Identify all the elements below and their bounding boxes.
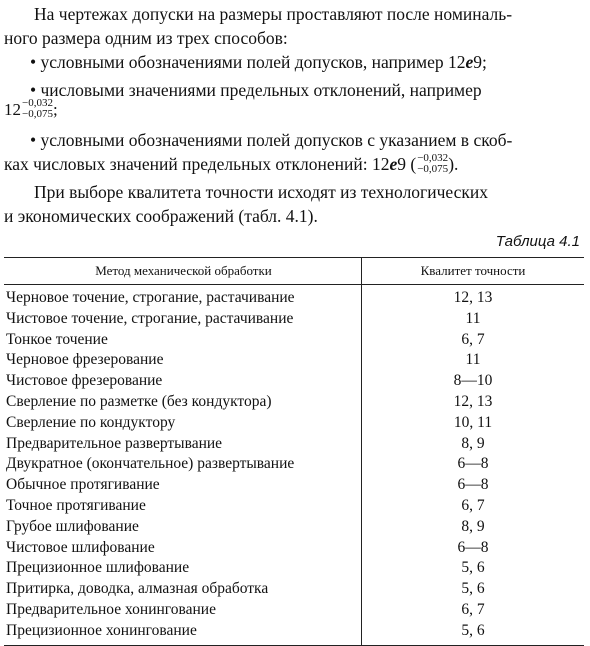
method-cell: Чистовое фрезерование	[6, 372, 163, 390]
intro-paragraph	[4, 2, 582, 50]
table-row	[4, 517, 584, 538]
intro-line-1: На чертежах допуски на размеры проставляют после номиналь-	[34, 4, 513, 24]
precision-table	[4, 257, 584, 646]
method-cell: Обычное протягивание	[6, 476, 160, 494]
choice-paragraph: При выборе квалитета точности исходят из технологических и экономических соображений (табл. 4.1).	[4, 182, 488, 226]
grade-cell: 11	[362, 350, 585, 371]
method-cell: Прецизионное шлифование	[6, 559, 190, 577]
header-method: Метод механической обработки	[4, 258, 362, 285]
method-cell: Грубое шлифование	[6, 517, 139, 535]
method-cell: Черновое фрезерование	[6, 351, 164, 369]
method-cell: Сверление по разметке (без кондуктора)	[6, 392, 272, 410]
method-cell: Чистовое шлифование	[6, 538, 155, 556]
table-row	[4, 434, 584, 455]
grade-cell: 12, 13	[362, 285, 585, 309]
bullet-2-value: 12 −0,032 −0,075 ;	[4, 97, 58, 121]
deviation-fraction: −0,032 −0,075	[22, 97, 53, 121]
grade-cell: 6, 7	[362, 496, 585, 517]
grade-cell: 6, 7	[362, 330, 585, 351]
grade-cell: 5, 6	[362, 621, 585, 645]
grade-cell: 8, 9	[362, 517, 585, 538]
method-cell: Тонкое точение	[6, 330, 108, 348]
table-row	[4, 475, 584, 496]
method-cell: Прецизионное хонингование	[4, 621, 362, 645]
deviation-fraction-2: −0,032 −0,075	[417, 151, 449, 175]
table-row	[4, 496, 584, 517]
method-cell: Предварительное хонингование	[6, 600, 216, 618]
grade-cell: 12, 13	[362, 392, 585, 413]
table-row	[4, 285, 584, 309]
table-row	[4, 413, 584, 434]
table-row	[4, 579, 584, 600]
grade-cell: 6, 7	[362, 600, 585, 621]
bullet-1: • условными обозначениями полей допусков, например 12e9;	[30, 52, 487, 72]
table-row	[4, 350, 584, 371]
table-header-row	[4, 258, 584, 285]
method-cell: Сверление по кондуктору	[6, 413, 176, 431]
table-row	[4, 538, 584, 559]
table-caption: Таблица 4.1	[495, 233, 580, 250]
table-row	[4, 371, 584, 392]
table-row	[4, 309, 584, 330]
grade-cell: 6—8	[362, 475, 585, 496]
bullet-3: • условными обозначениями полей допусков с указанием в скоб- ках числовых значений предельных отклонений: 12e9 ( −0,032 −0,075 ).	[4, 130, 513, 175]
header-grade: Квалитет точности	[362, 258, 585, 285]
method-cell: Чистовое точение, строгание, растачивание	[6, 309, 294, 327]
grade-cell: 8—10	[362, 371, 585, 392]
grade-cell: 5, 6	[362, 579, 585, 600]
grade-cell: 6—8	[362, 454, 585, 475]
method-cell: Двукратное (окончательное) развертывание	[6, 455, 295, 473]
intro-line-2: ного размера одним из трех способов:	[4, 28, 288, 48]
table-row	[4, 621, 584, 645]
grade-cell: 8, 9	[362, 434, 585, 455]
method-cell: Предварительное развертывание	[6, 434, 223, 452]
bullet-2: • числовыми значениями предельных отклонений, например	[30, 80, 482, 100]
method-cell: Точное протягивание	[6, 496, 146, 514]
table-row	[4, 330, 584, 351]
table-row	[4, 392, 584, 413]
table-row	[4, 558, 584, 579]
grade-cell: 6—8	[362, 538, 585, 559]
grade-cell: 10, 11	[362, 413, 585, 434]
table-row	[4, 454, 584, 475]
method-cell: Притирка, доводка, алмазная обработка	[6, 580, 269, 598]
table-row	[4, 600, 584, 621]
grade-cell: 11	[362, 309, 585, 330]
method-cell: Черновое точение, строгание, растачивание	[6, 289, 295, 306]
grade-cell: 5, 6	[362, 558, 585, 579]
